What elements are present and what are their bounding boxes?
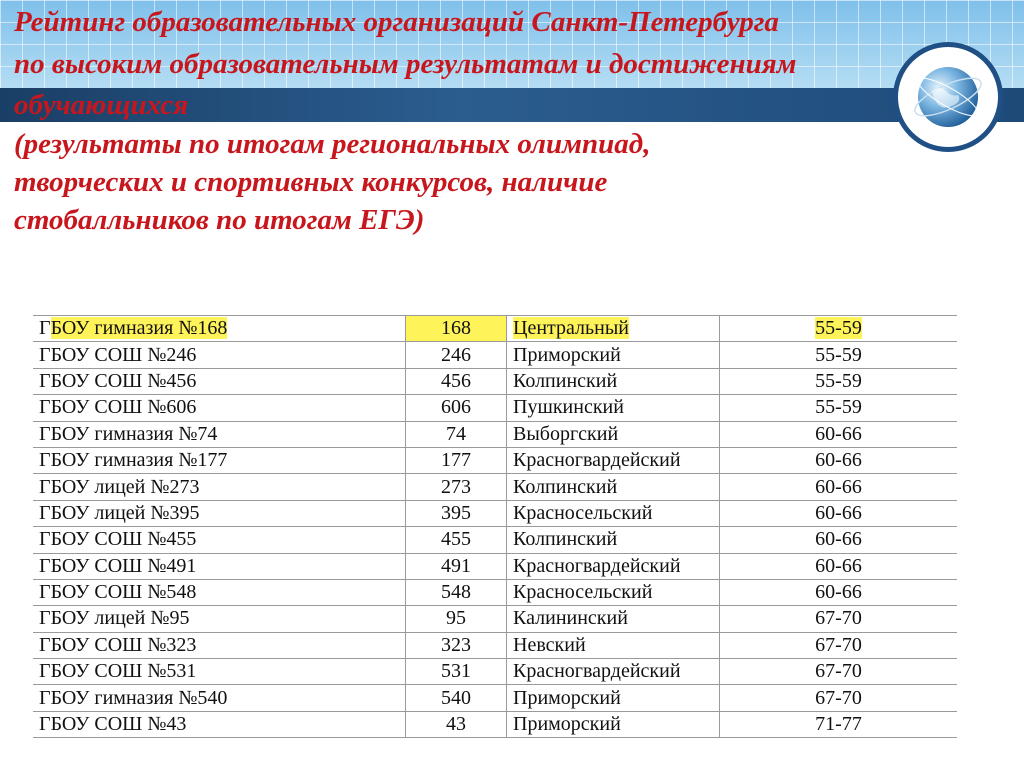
rank-range: 67-70 [815,660,862,683]
school-name-cell [33,421,406,447]
district-cell [507,527,720,553]
district-cell [507,500,720,526]
table-row [33,368,957,394]
rank-range: 60-66 [815,449,862,472]
rank-range-cell [720,474,958,500]
school-number-cell: 455 [406,527,507,553]
subtitle-line-2: творческих и спортивных конкурсов, наличие [14,166,608,198]
rank-range: 71-77 [815,713,862,736]
title-line-1: Рейтинг образовательных организаций Санкт-Петербурга [14,6,779,38]
district-name: Красносельский [513,581,653,604]
school-name-cell [33,316,406,342]
rank-range: 60-66 [815,554,862,577]
district-name: Красносельский [513,501,653,524]
school-number-cell: 95 [406,606,507,632]
table-row [33,606,957,632]
rating-table-container [33,315,957,738]
table-row [33,579,957,605]
district-cell [507,474,720,500]
district-name: Колпинский [513,369,618,392]
table-row [33,685,957,711]
rank-range-cell [720,527,958,553]
school-name-cell [33,606,406,632]
rank-range: 67-70 [815,633,862,656]
district-cell [507,632,720,658]
table-row [33,395,957,421]
rank-range: 60-66 [815,501,862,524]
globe-icon [908,57,988,137]
school-name: ГБОУ СОШ №323 [39,633,197,656]
rank-range-cell [720,685,958,711]
district-name: Приморский [513,686,621,709]
table-row [33,500,957,526]
school-name-cell [33,527,406,553]
school-number-cell: 246 [406,342,507,368]
school-name-cell [33,368,406,394]
rank-range-cell [720,500,958,526]
school-number-cell: 168 [406,316,507,342]
table-row [33,342,957,368]
rank-range: 67-70 [815,607,862,630]
school-name-cell [33,685,406,711]
school-number-cell: 177 [406,447,507,473]
title-line-2: по высоким образовательным результатам и достижениям [14,48,797,80]
rank-range-cell [720,395,958,421]
school-name: ГБОУ СОШ №43 [39,713,187,736]
district-name: Красногвардейский [513,449,681,472]
rating-table [33,315,957,738]
school-name: ГБОУ лицей №273 [39,475,200,498]
rank-range-cell [720,606,958,632]
school-name: ГБОУ гимназия №540 [39,686,228,709]
title-line-3: обучающихся [14,89,189,121]
rank-range-cell [720,421,958,447]
rank-range: 60-66 [815,422,862,445]
school-name: ГБОУ СОШ №246 [39,343,197,366]
school-name: ГБОУ гимназия №74 [39,422,218,445]
rank-range: 55-59 [815,343,862,366]
school-name: ГБОУ СОШ №606 [39,396,197,419]
district-cell [507,553,720,579]
page-title [14,2,914,239]
district-cell [507,316,720,342]
school-name: ГБОУ лицей №395 [39,501,200,524]
rank-range-cell [720,447,958,473]
district-name: Калининский [513,607,628,630]
school-name-cell [33,553,406,579]
district-name: Невский [513,633,586,656]
district-name: Колпинский [513,528,618,551]
school-name: ГБОУ СОШ №548 [39,581,197,604]
district-name: Центральный [513,317,630,340]
subtitle-line-3: стобалльников по итогам ЕГЭ) [14,204,425,236]
school-name: ГБОУ СОШ №531 [39,660,197,683]
subtitle-line-1: (результаты по итогам региональных олимпиад, [14,128,651,160]
rank-range-cell [720,632,958,658]
rank-range-cell [720,342,958,368]
school-name-cell [33,711,406,737]
district-name: Колпинский [513,475,618,498]
school-number-cell: 74 [406,421,507,447]
school-number-cell: 43 [406,711,507,737]
table-row [33,659,957,685]
school-number-cell: 323 [406,632,507,658]
rank-range-cell [720,579,958,605]
district-cell [507,685,720,711]
school-number-cell: 491 [406,553,507,579]
district-cell [507,659,720,685]
district-cell [507,421,720,447]
school-name-cell [33,447,406,473]
table-row [33,632,957,658]
district-cell [507,368,720,394]
school-number-cell: 273 [406,474,507,500]
table-row [33,527,957,553]
school-name-cell [33,474,406,500]
rank-range: 60-66 [815,581,862,604]
rank-range: 55-59 [815,317,862,340]
school-name-cell [33,632,406,658]
district-name: Красногвардейский [513,554,681,577]
rank-range-cell [720,553,958,579]
rank-range-cell [720,711,958,737]
school-name: ГБОУ СОШ №455 [39,528,197,551]
district-name: Красногвардейский [513,660,681,683]
school-name: ГБОУ гимназия №177 [39,449,228,472]
rank-range-cell [720,659,958,685]
school-name-cell [33,659,406,685]
school-name-cell [33,500,406,526]
rank-range: 67-70 [815,686,862,709]
district-cell [507,447,720,473]
district-name: Приморский [513,713,621,736]
school-name: ГБОУ СОШ №456 [39,369,197,392]
school-name-cell [33,579,406,605]
district-name: Приморский [513,343,621,366]
school-name: ГБОУ СОШ №491 [39,554,197,577]
school-number-cell: 540 [406,685,507,711]
table-row [33,316,957,342]
rank-range: 60-66 [815,528,862,551]
school-name: БОУ гимназия №168 [50,317,228,340]
table-row [33,421,957,447]
school-name: ГБОУ лицей №95 [39,607,190,630]
school-number-cell: 606 [406,395,507,421]
rank-range: 55-59 [815,369,862,392]
rank-range: 55-59 [815,396,862,419]
school-name-cell [33,395,406,421]
school-name-prefix: Г [39,317,51,340]
table-row [33,711,957,737]
school-number-cell: 548 [406,579,507,605]
district-name: Выборгский [513,422,619,445]
table-row [33,447,957,473]
school-number-cell: 456 [406,368,507,394]
rank-range-cell [720,316,958,342]
school-number-cell: 531 [406,659,507,685]
district-cell [507,711,720,737]
school-number-cell: 395 [406,500,507,526]
district-name: Пушкинский [513,396,624,419]
rank-range-cell [720,368,958,394]
district-cell [507,579,720,605]
table-row [33,553,957,579]
district-cell [507,606,720,632]
table-row [33,474,957,500]
rank-range: 60-66 [815,475,862,498]
district-cell [507,342,720,368]
district-cell [507,395,720,421]
school-name-cell [33,342,406,368]
